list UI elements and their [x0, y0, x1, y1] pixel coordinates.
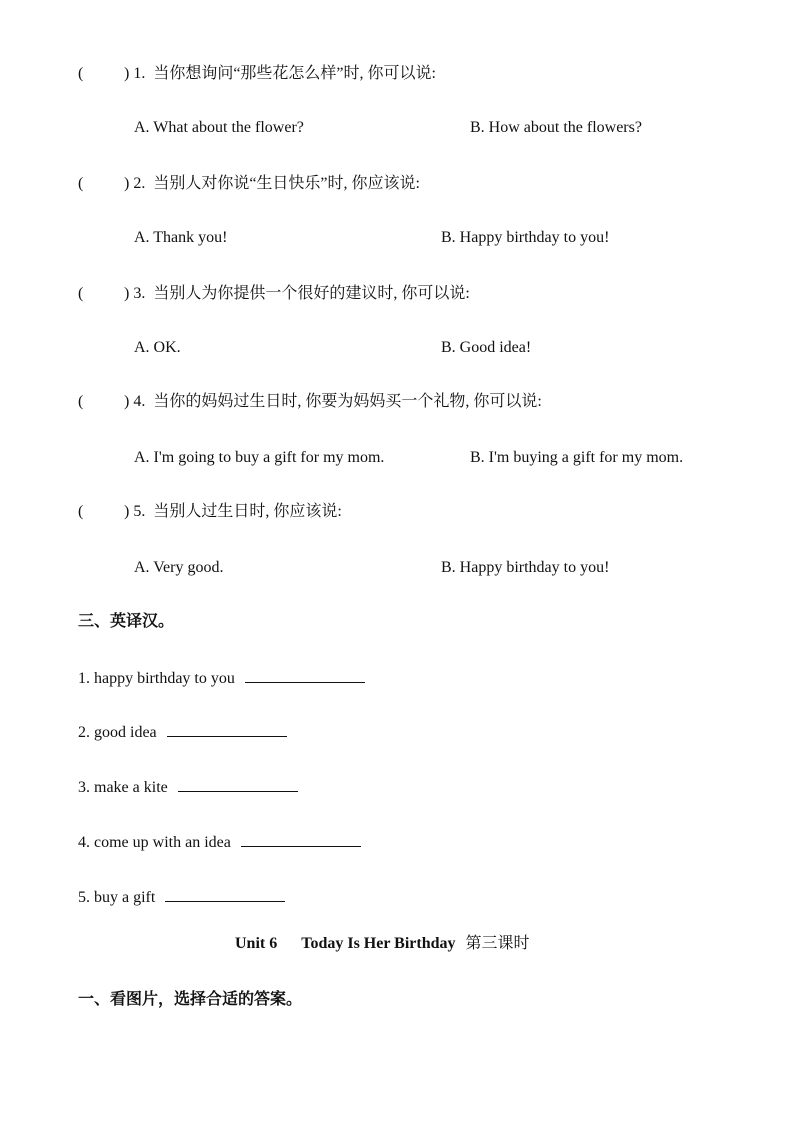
question-3-line: [78, 284, 470, 304]
translation-phrase: 3. make a kite: [78, 779, 168, 796]
option-a: A. Very good.: [134, 559, 224, 576]
translation-item-2: [78, 722, 287, 743]
unit-number: Unit 6: [235, 935, 278, 952]
question-2-line: [78, 174, 420, 194]
option-a: A. Thank you!: [134, 229, 228, 246]
answer-blank[interactable]: [167, 722, 287, 737]
answer-paren-close: ): [124, 285, 130, 302]
answer-blank[interactable]: [245, 668, 365, 683]
unit-name: Today Is Her Birthday: [301, 935, 456, 952]
translation-phrase: 1. happy birthday to you: [78, 670, 235, 687]
translation-phrase: 5. buy a gift: [78, 889, 156, 906]
answer-paren-close: ): [124, 393, 130, 410]
option-b: B. I'm buying a gift for my mom.: [470, 449, 684, 466]
option-b: B. Happy birthday to you!: [441, 229, 610, 246]
question-4-line: [78, 392, 542, 412]
question-number: 2.: [133, 175, 146, 192]
translation-phrase: 4. come up with an idea: [78, 834, 231, 851]
question-number: 1.: [133, 65, 146, 82]
option-a: A. OK.: [134, 339, 181, 356]
answer-paren-open: (: [78, 503, 84, 520]
option-b: B. Good idea!: [441, 339, 532, 356]
question-prompt: 当别人对你说“生日快乐”时, 你应该说:: [153, 175, 420, 192]
question-1-line: [78, 64, 436, 84]
answer-paren-open: (: [78, 175, 84, 192]
answer-paren-close: ): [124, 65, 130, 82]
translation-phrase: 2. good idea: [78, 724, 157, 741]
answer-paren-close: ): [124, 175, 130, 192]
option-a: A. What about the flower?: [134, 119, 304, 136]
answer-paren-open: (: [78, 285, 84, 302]
translation-item-4: [78, 832, 361, 853]
question-number: 3.: [133, 285, 146, 302]
answer-blank[interactable]: [241, 832, 361, 847]
question-prompt: 当你想询问“那些花怎么样”时, 你可以说:: [153, 65, 436, 82]
question-prompt: 当别人过生日时, 你应该说:: [153, 503, 342, 520]
translation-item-3: [78, 777, 298, 798]
unit-title: [235, 934, 530, 954]
answer-paren-close: ): [124, 503, 130, 520]
question-number: 5.: [133, 503, 146, 520]
answer-paren-open: (: [78, 393, 84, 410]
answer-blank[interactable]: [178, 777, 298, 792]
answer-paren-open: (: [78, 65, 84, 82]
lesson-label: 第三课时: [465, 935, 530, 952]
option-b: B. How about the flowers?: [470, 119, 642, 136]
translation-item-5: [78, 887, 285, 908]
question-5-line: [78, 502, 342, 522]
section-1-heading: 一、看图片，选择合适的答案。: [78, 991, 303, 1008]
question-prompt: 当你的妈妈过生日时, 你要为妈妈买一个礼物, 你可以说:: [153, 393, 542, 410]
answer-blank[interactable]: [165, 887, 285, 902]
option-a: A. I'm going to buy a gift for my mom.: [134, 449, 385, 466]
section-3-heading: 三、英译汉。: [78, 613, 175, 630]
translation-item-1: [78, 668, 365, 689]
question-number: 4.: [133, 393, 146, 410]
option-b: B. Happy birthday to you!: [441, 559, 610, 576]
question-prompt: 当别人为你提供一个很好的建议时, 你可以说:: [153, 285, 470, 302]
